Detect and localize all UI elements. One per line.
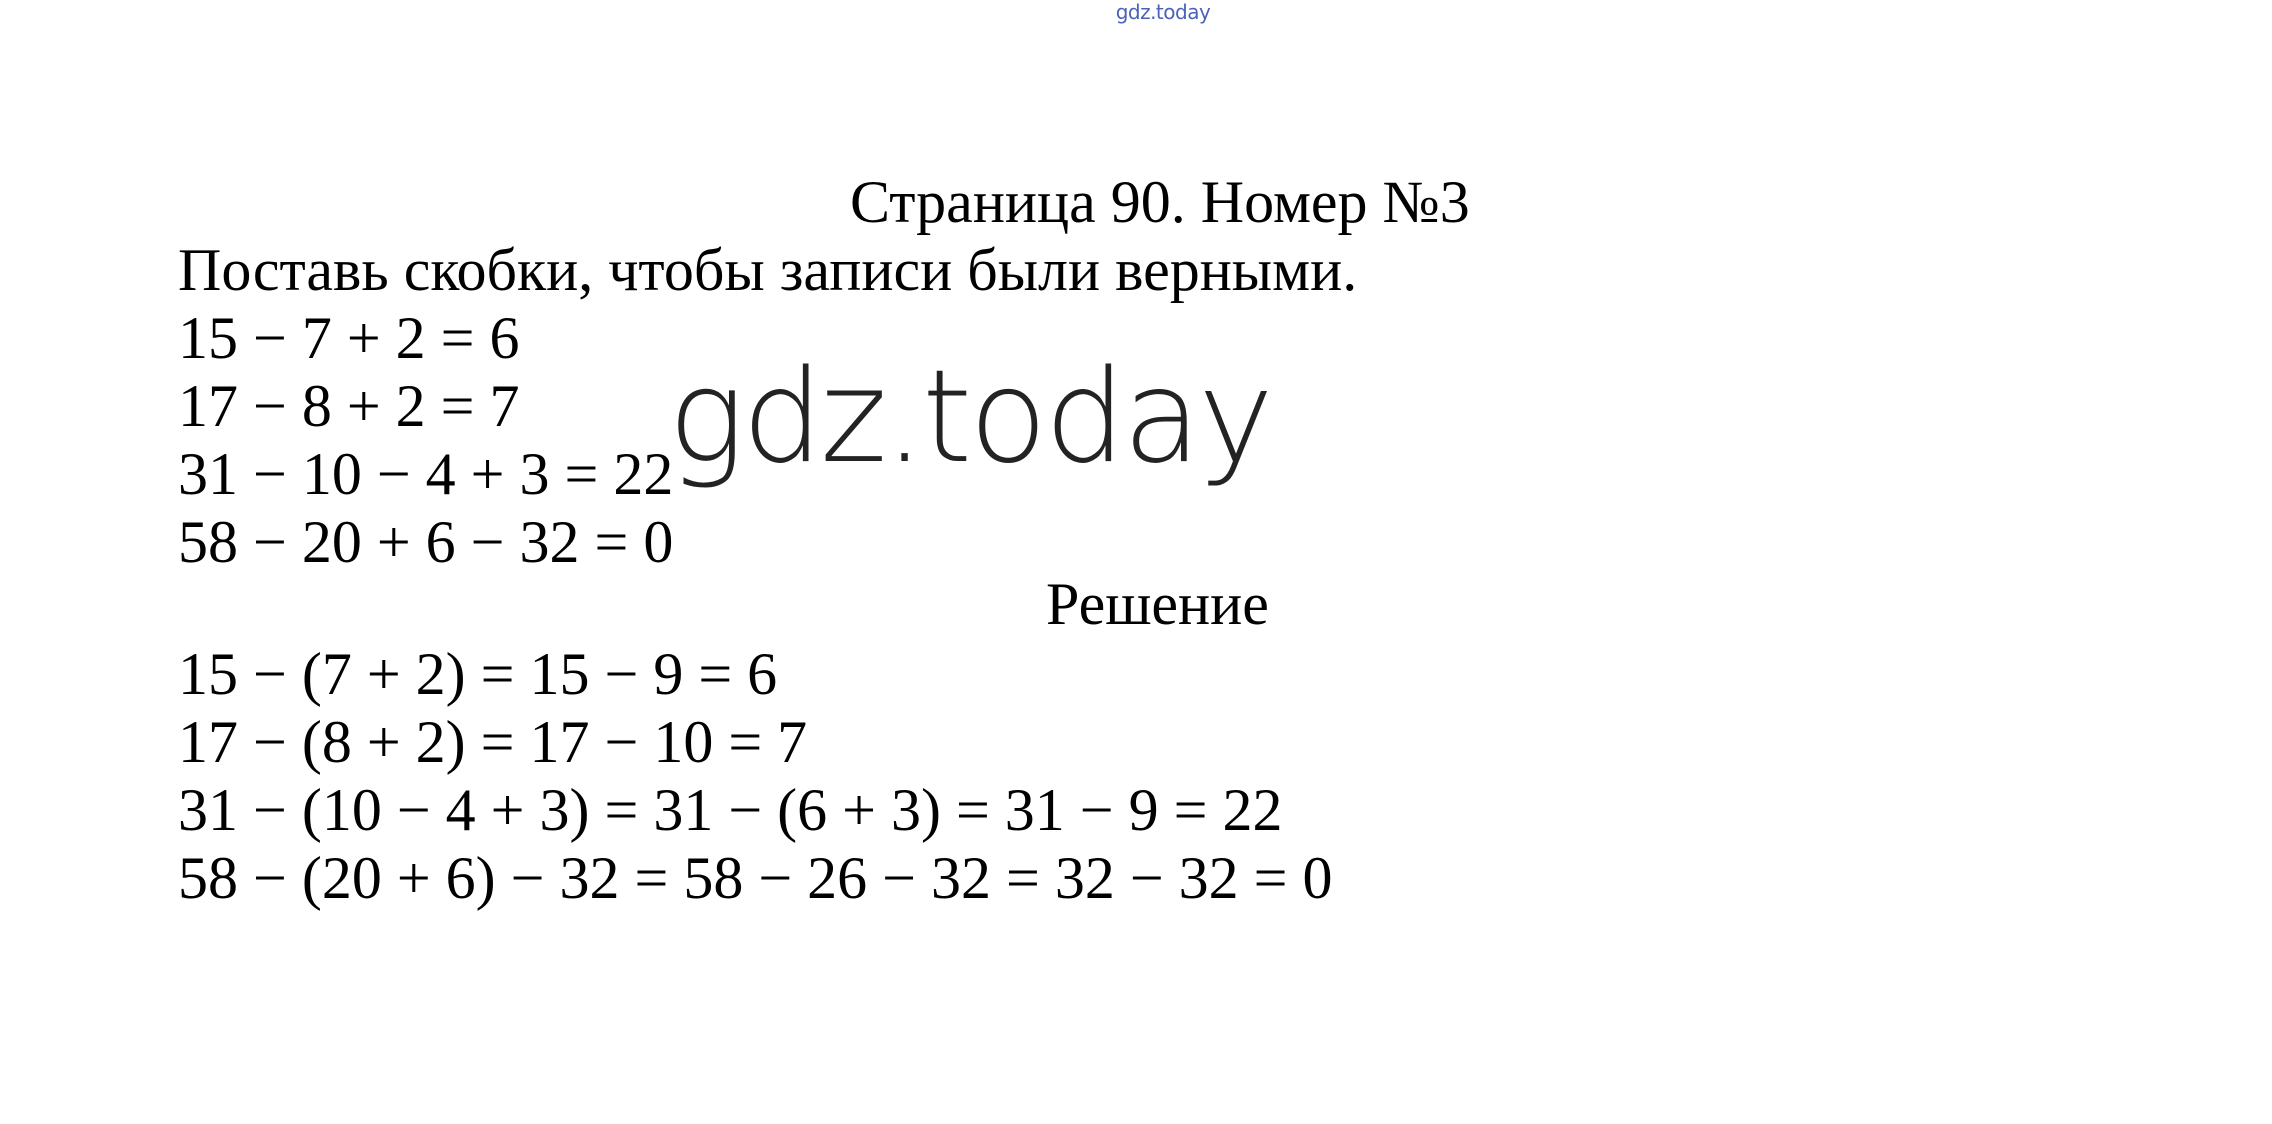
watermark: gdz.today — [668, 343, 1271, 492]
solution-line-1: 15 − (7 + 2) = 15 − 9 = 6 — [178, 641, 778, 707]
problem-line-1: 15 − 7 + 2 = 6 — [178, 305, 520, 371]
problem-line-3: 31 − 10 − 4 + 3 = 22 — [178, 441, 674, 507]
site-link[interactable]: gdz.today — [1115, 0, 1211, 24]
solution-line-2: 17 − (8 + 2) = 17 − 10 = 7 — [178, 709, 808, 775]
problem-line-4: 58 − 20 + 6 − 32 = 0 — [178, 509, 674, 575]
solution-line-4: 58 − (20 + 6) − 32 = 58 − 26 − 32 = 32 − 32 = 0 — [178, 845, 1333, 911]
solution-line-3: 31 − (10 − 4 + 3) = 31 − (6 + 3) = 31 − 9 = 22 — [178, 777, 1283, 843]
task-statement: Поставь скобки, чтобы записи были верными. — [178, 237, 1358, 303]
problem-line-2: 17 − 8 + 2 = 7 — [178, 373, 520, 439]
solution-heading: Решение — [1046, 571, 1269, 637]
page-title: Страница 90. Номер №3 — [850, 169, 1470, 235]
